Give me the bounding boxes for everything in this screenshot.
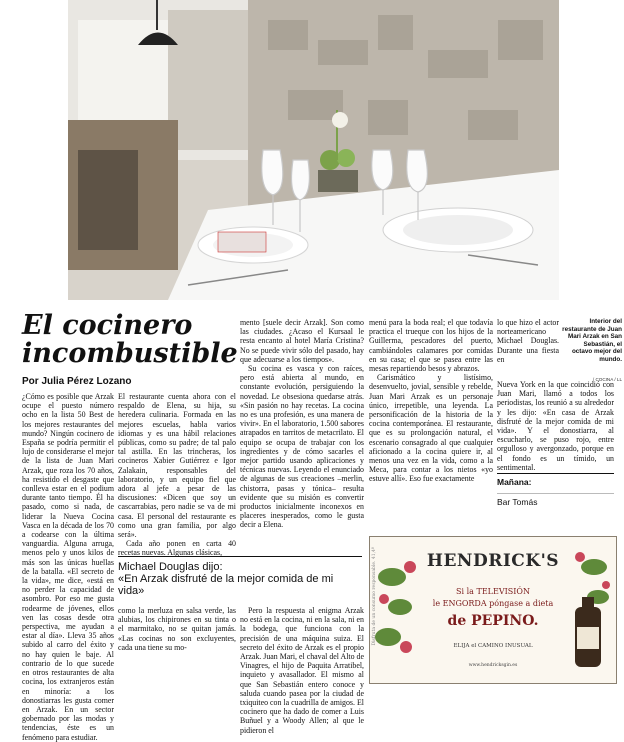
pull-quote-author: Michael Douglas dijo: — [118, 561, 223, 573]
paragraph: Cada año ponen en carta 40 recetas nuevas. Algunas clásicas, — [118, 539, 236, 558]
article-headline: El cocinero incombustible — [22, 310, 238, 369]
paragraph: Carismático y listísimo, desenvuelto, jovial, sensible y rebelde, Juan Mari Arzak es un personaje único, irrepetible, una leyenda. La personificación de la historia de la cocina contemporánea. El restaurante, que es su prolongación natural, el escenario consagrado al que cualquier aficionado a la cocina quiere ir, al menos una vez en la vida, como a la Meca, para contar a los nietos «yo estuve allí». Eso fue exactamente — [369, 373, 493, 484]
tomorrow-value: Bar Tomás — [497, 493, 614, 507]
paragraph: menú para la boda real; el que todavía practica el trueque con los hijos de la Guillerma, pescadores del puerto, cambiándoles calamares por comidas en su casa; el que se pasea entre las mesas repartiendo besos y abrazos. — [369, 318, 493, 374]
photo-caption: Interior del restaurante de Juan Mari Arzak en San Sebastián, el octavo mejor del mundo. — [562, 318, 622, 363]
paragraph: Nueva York en la que coincidió con Juan Mari, llamó a todos los periodistas, los reunió a su alrededor y les dijo: «En casa de Arzak disfruté de la mejor comida de mi vida». Y el donostiarra, al escucharlo, se puso rojo, entre orgulloso y avergonzado, porque en el fondo es un tímido, un sentimental. — [497, 380, 614, 472]
article-column-5 — [497, 318, 559, 378]
paragraph: lo que hizo el actor norteamericano Michael Douglas. Durante una fiesta en — [497, 318, 559, 364]
article-column-3 — [240, 318, 364, 542]
restaurant-photo — [68, 0, 559, 300]
paragraph: El restaurante cuenta ahora con el respaldo de Elena, su hija, su heredera culinaria. Formada en las mejores escuelas, habla varios idiomas y es una hábil relaciones públicas, como su padre; de tal palo tal astilla. En las trincheras, los cocineros Xabier Gutiérrez e Igor Zalakain, responsables del laboratorio, y un equipo fiel que adora al jefe a pesar de las discusiones: «Dicen que soy un cascarrabias, pero nadie se va de mi casa. El personal del restaurante es como una gran familia, por algo será». — [118, 392, 236, 540]
paragraph: mento [suele decir Arzak]. Son como las ciudades. ¿Acaso el Kursaal le resta encanto al hotel María Cristina? No se puede vivir sólo del pasado, hay que adecuarse a los tiempos». — [240, 318, 364, 364]
article-column-1 — [22, 392, 114, 742]
tomorrow-label: Mañana: — [497, 477, 532, 487]
article-byline: Por Julia Pérez Lozano — [22, 376, 132, 387]
paragraph: ¿Cómo es posible que Arzak ocupe el puesto número ocho en la lista 50 Best de los mejores restaurantes del mundo? Ningún cocinero de España se podría permitir el lujo de considerarse el mejor de la lista de Juan Mari Arzak, que roza los 70 años, ha resistido el desgaste que conlleva estar en el podium durante tanto tiempo. Él ha pasado, como si nada, de liderar la Nueva Cocina Vasca en la década de los 70 a codearse con la última vanguardia. Alguna arruga, menos pelo y unos kilos de más son las únicas huellas de la batalla. «El secreto de la vida», me dice, «está en no perder la capacidad de asombro. Por eso me gusta rodearme de jóvenes, ellos ven las cosas desde otra perspectiva, me ayudan a estar al día». Lleva 35 años subido al carro del éxito y no hay quien le baje. Al contrario de lo que sucede en otros restaurantes de alta cocina, los extranjeros están en minoría: a los donostiarras les gusta comer en Arzak. En un sector gobernado por las modas y tendencias, éste es un fenómeno para estudiar. — [22, 392, 114, 742]
restaurant-interior-illustration — [68, 0, 559, 300]
ad-line-3: de PEPINO. — [447, 613, 539, 629]
paragraph: Pero la respuesta al enigma Arzak no está en la cocina, ni en la sala, ni en la bodega, que funciona con la precisión de una máquina suiza. El secreto del éxito de Arzak es el propio Arzak. Juan Mari, el chaval del Alto de Vinagres, el hijo de Paquita Arratibel, inquieto y avasallador. El mismo al que San Sebastián entero conoce y saluda cuando pasea por la ciudad de txiquiteo con la cuadrilla de amigos. El cocinero que ha dado de comer a Luis Buñuel y a Woody Allen; al que le pidieron el — [240, 606, 364, 735]
ad-brand: HENDRICK'S — [426, 551, 560, 571]
paragraph: Su cocina es vasca y con raíces, pero está abierta al mundo, en constante evolución, persiguiendo la novedad. Le obsesiona quedarse atrás. «Sin pasión no hay recetas. La cocina no es una profesión, es una manera de vivir». En el laboratorio, 1.500 sabores atrapados en tarritos de metacrilato. El equipo se ocupa de trabajar con los ingredientes y de cómo sacarles el mejor partido usando aplicaciones y técnicas nuevas. Leyendo el enunciado de algunas de sus creaciones –merlin, chistorra, pasas y tónica– resulta evidente que su misión es convertir productos inicialmente inconexos en placeres inesperados, como le gusta decir a Elena. — [240, 364, 364, 530]
article-column-2-continued — [118, 606, 236, 686]
article-column-2 — [118, 392, 236, 558]
tomorrow-box — [497, 473, 614, 507]
article-column-5-continued — [497, 380, 614, 472]
pull-quote — [118, 556, 362, 597]
paragraph: como la merluza en salsa verde, las alubias, los chipirones en su tinta o el marmitako, no se quitan jamás. «Las cocinas no son excluyentes, cada una tiene su mo- — [118, 606, 236, 652]
pull-quote-text: «En Arzak disfruté de la mejor comida de mi vida» — [118, 573, 334, 597]
ad-line-2: le ENGORDA póngase a dieta — [432, 599, 554, 608]
photo-credit: / COCINA / LL — [592, 377, 622, 382]
ad-tagline: ELIJA el CAMINO INUSUAL — [453, 643, 533, 649]
hendricks-advertisement[interactable] — [369, 536, 617, 684]
ad-side-text: Disfruta de un consumo responsable. 41,4º — [372, 547, 377, 646]
article-column-3-continued — [240, 606, 364, 735]
ad-line-1: Si la TELEVISIÓN — [456, 587, 530, 596]
article-column-4 — [369, 318, 493, 536]
ad-url[interactable]: www.hendricksgin.es — [468, 663, 518, 668]
